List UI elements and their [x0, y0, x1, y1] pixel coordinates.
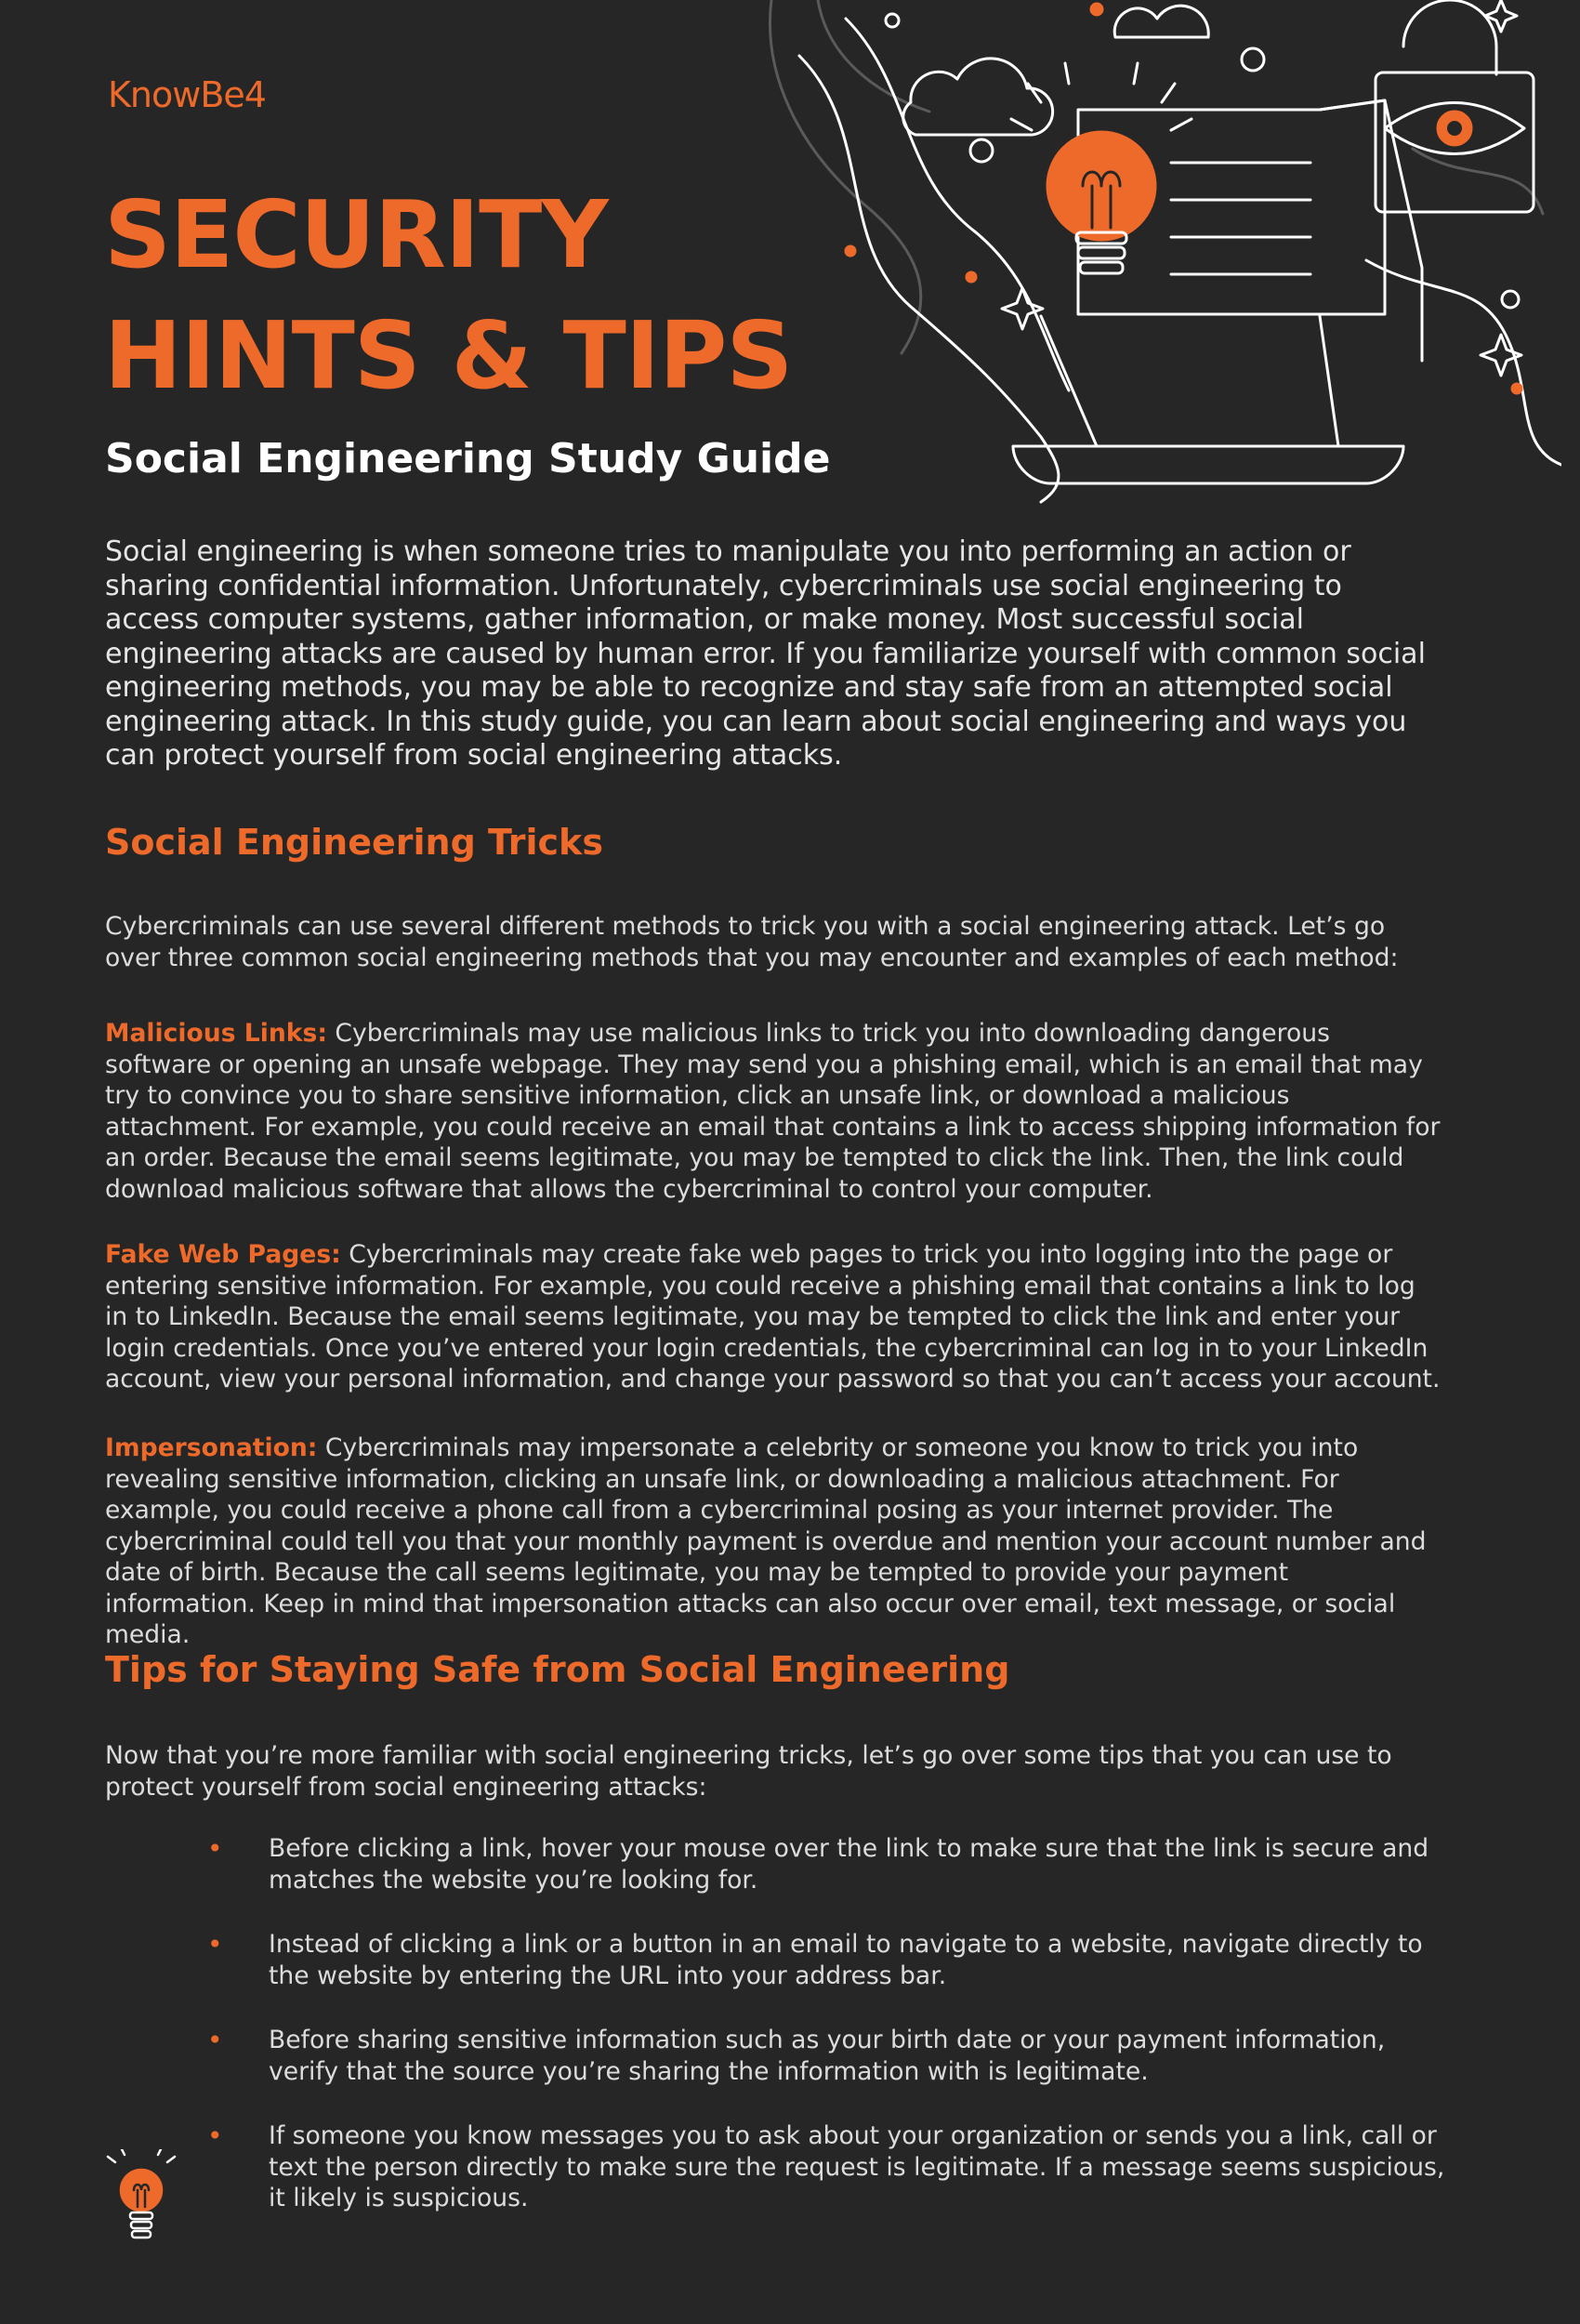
- tricks-heading: Social Engineering Tricks: [105, 822, 603, 863]
- page-title-line1: SECURITY: [104, 180, 608, 289]
- trick-label: Fake Web Pages:: [105, 1240, 341, 1269]
- tip-text: Before clicking a link, hover your mouse over the link to make sure that the link is secure and matches the website you’re looking for.: [269, 1834, 1429, 1895]
- page-subtitle: Social Engineering Study Guide: [105, 435, 831, 482]
- page-title: [104, 175, 792, 416]
- trick-impersonation: [105, 1433, 1443, 1651]
- bullet-icon: •: [207, 2120, 223, 2151]
- tips-list: [105, 1833, 1462, 2248]
- tips-intro: Now that you’re more familiar with social engineering tricks, let’s go over some tips that you can use to protect yourself from social engineering attacks:: [105, 1741, 1392, 1802]
- tip-item: [105, 1833, 1462, 1895]
- trick-text: Cybercriminals may create fake web pages to trick you into logging into the page or entering sensitive information. For example, you could receive a phishing email that contains a link to log in to LinkedIn. Because the email seems legitimate, you may be tempted to click the link and enter your login credentials. Once you’ve entered your login credentials, the cybercriminal can log in to your LinkedIn account, view your personal information, and change your password so that you can’t access your account.: [105, 1240, 1441, 1393]
- security-illustration-icon: [762, 0, 1561, 521]
- trick-malicious-links: [105, 1018, 1443, 1205]
- tip-text: Instead of clicking a link or a button in an email to navigate to a website, navigate directly to the website by entering the URL into your address bar.: [269, 1930, 1423, 1990]
- tip-item: [105, 2025, 1462, 2087]
- tip-item: [105, 2120, 1462, 2214]
- bullet-icon: •: [207, 1833, 223, 1864]
- trick-fake-web-pages: [105, 1239, 1443, 1395]
- tip-text: If someone you know messages you to ask about your organization or sends you a link, call or text the person directly to make sure the request is legitimate. If a message seems suspicious, it likely is suspicious.: [269, 2121, 1445, 2212]
- trick-label: Impersonation:: [105, 1433, 318, 1462]
- bullet-icon: •: [207, 1929, 223, 1960]
- trick-label: Malicious Links:: [105, 1019, 327, 1048]
- bullet-icon: •: [207, 2025, 223, 2055]
- tips-heading: Tips for Staying Safe from Social Engineering: [105, 1649, 1010, 1690]
- brand-logo: KnowBe4: [108, 74, 266, 115]
- intro-paragraph: Social engineering is when someone tries to manipulate you into performing an action or sharing confidential information. Unfortunately, cybercriminals use social engineering to access computer systems, gather information, or make money. Most successful social engineering attacks are caused by human error. If you familiarize yourself with common social engineering methods, you may be able to recognize and stay safe from an attempted social engineering attack. In this study guide, you can learn about social engineering and ways you can protect yourself from social engineering attacks.: [105, 535, 1426, 772]
- trick-text: Cybercriminals may impersonate a celebrity or someone you know to trick you into revealing sensitive information, clicking an unsafe link, or downloading a malicious attachment. For example, you could receive a phone call from a cybercriminal posing as your internet provider. The cybercriminal could tell you that your monthly payment is overdue and mention your account number and date of birth. Because the call seems legitimate, you may be tempted to provide your payment information. Keep in mind that impersonation attacks can also occur over email, text message, or social media.: [105, 1433, 1427, 1649]
- tricks-intro: Cybercriminals can use several different methods to trick you with a social engineering attack. Let’s go over three common social engineering methods that you may encounter and examples of each method:: [105, 912, 1399, 972]
- page-title-line2: HINTS & TIPS: [104, 301, 793, 410]
- tip-item: [105, 1929, 1462, 1991]
- lightbulb-icon: [104, 2149, 178, 2251]
- trick-text: Cybercriminals may use malicious links to trick you into downloading dangerous software or opening an unsafe webpage. They may send you a phishing email, which is an email that may try to convince you to share sensitive information, click an unsafe link, or download a malicious attachment. For example, you could receive an email that contains a link to access shipping information for an order. Because the email seems legitimate, you may be tempted to click the link. Then, the link could download malicious software that allows the cybercriminal to control your computer.: [105, 1019, 1441, 1204]
- tip-text: Before sharing sensitive information such as your birth date or your payment information, verify that the source you’re sharing the information with is legitimate.: [269, 2026, 1386, 2086]
